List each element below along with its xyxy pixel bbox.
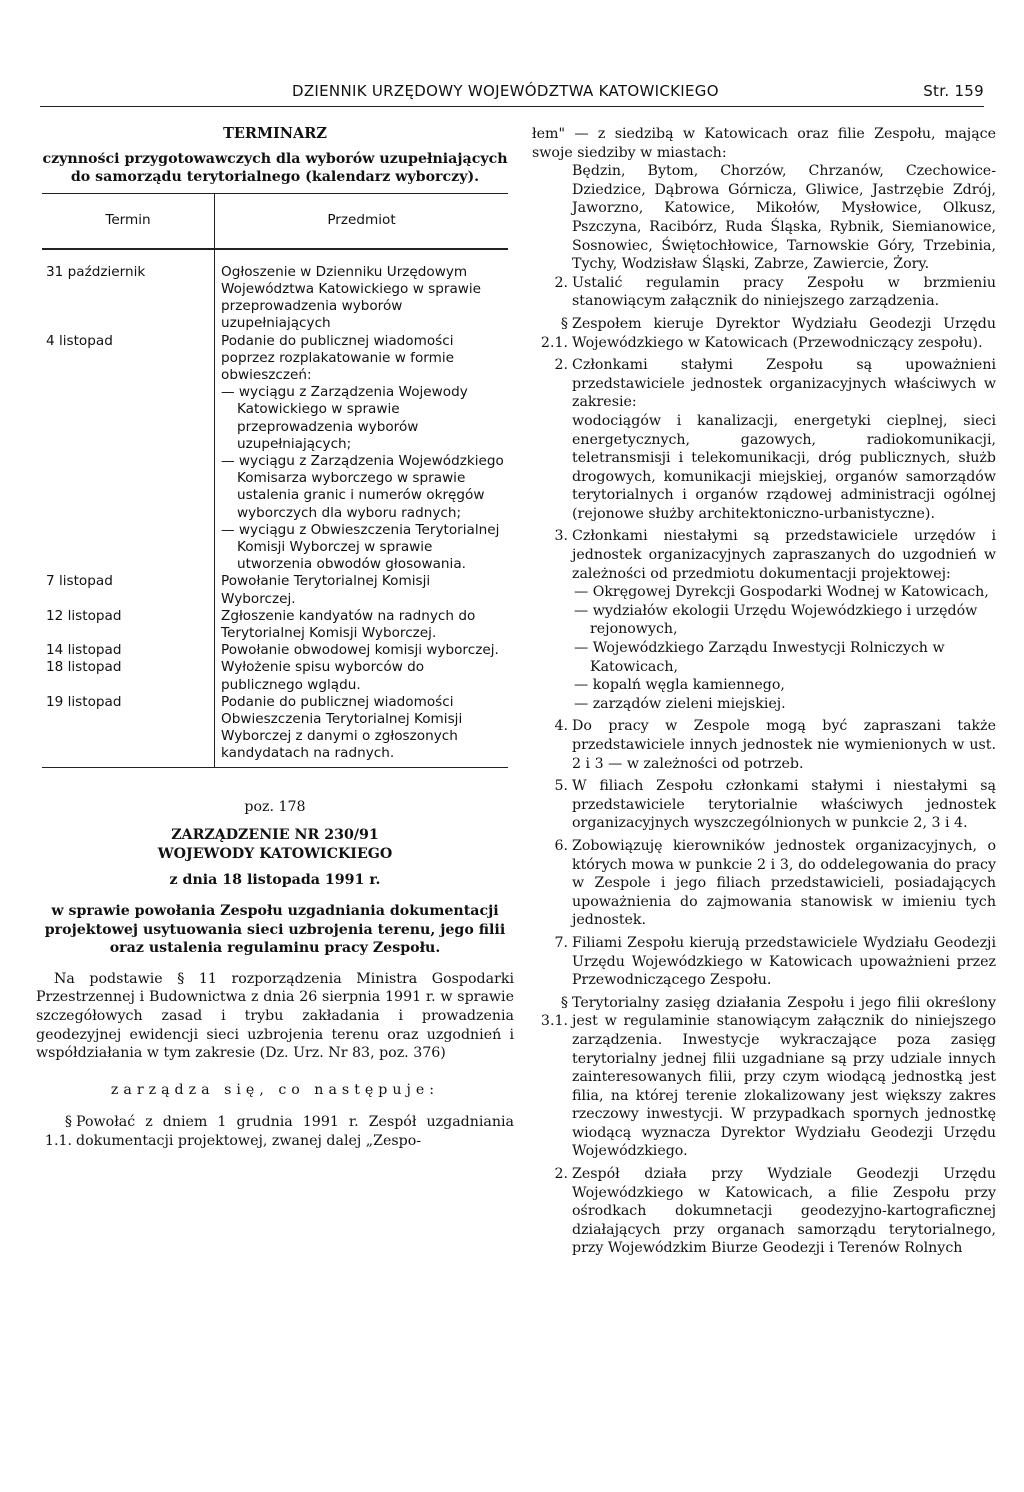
row-subject: Powołanie Terytorialnej Komisji Wyborczej.	[215, 573, 509, 607]
row-subject: Wyłożenie spisu wyborców do publicznego wglądu.	[215, 659, 509, 693]
decree-issuer: WOJEWODY KATOWICKIEGO	[157, 845, 393, 862]
decree-subject: w sprawie powołania Zespołu uzgadniania dokumentacji projektowej usytuowania sieci uzbrojenia terenu, jego filii oraz ustalenia regulaminu pracy Zespołu.	[44, 903, 506, 957]
continuation-text: łem" — z siedzibą w Katowicach oraz filie Zespołu, mające swoje siedziby w miastach:	[532, 126, 996, 161]
header-rule	[40, 106, 984, 107]
paragraph-number: 7.	[554, 934, 568, 951]
paragraph-2-5	[532, 777, 996, 833]
paragraph-text: Zobowiązuję kierowników jednostek organizacyjnych, o których mowa w punkcie 2 i 3, do oddelegowania do pracy w Zespole i jego filiach przedstawicieli, posiadających upoważnienia do zajmowania stanowisk w imieniu tych jednostek.	[572, 837, 996, 929]
paragraph-number: 2.	[554, 274, 568, 291]
paragraph-text: Członkami stałymi Zespołu są upoważnieni przedstawiciele jednostek organizacyjnych właściwych w zakresie:	[572, 357, 996, 411]
terminarz-subtitle-2: do samorządu terytorialnego (kalendarz wyborczy).	[70, 169, 480, 186]
terminarz-subtitle-1: czynności przygotowawczych dla wyborów uzupełniających	[42, 150, 508, 167]
paragraph-text: Ustalić regulamin pracy Zespołu w brzmieniu stanowiącym załącznik do niniejszego zarządzenia.	[572, 274, 996, 310]
row-date: 19 listopad	[42, 694, 215, 767]
paragraph-2-3	[532, 527, 996, 583]
paragraph-text: Terytorialny zasięg działania Zespołu i jego filii określony jest w regulaminie stanowiącym załącznik do niniejszego zarządzenia. Inwestycje wykraczające poza zasięg terytorialny jednej filii uzgadniane są przy udziale innych zainteresowanych filii, przy czym wiodącą jednostką jest filia, na której terenie zlokalizowany jest większy zakres rzeczowy inwestycji. W przypadkach spornych jednostkę wiodącą wyznacza Dyrektor Wydziału Geodezji Urzędu Wojewódzkiego.	[572, 994, 996, 1160]
row-date: 4 listopad	[46, 332, 113, 349]
paragraph-text: Zespołem kieruje Dyrektor Wydziału Geodezji Urzędu Wojewódzkiego w Katowicach (Przewodniczący zespołu).	[572, 315, 996, 351]
paragraph-number: 4.	[554, 718, 568, 735]
paragraph-text: Powołać z dniem 1 grudnia 1991 r. Zespół uzgadniania dokumentacji projektowej, zwanej dalej „Zespo-	[76, 1114, 514, 1149]
paragraph-3-2	[532, 1165, 996, 1258]
cities-list: Będzin, Bytom, Chorzów, Chrzanów, Czechowice-Dziedzice, Dąbrowa Górnicza, Gliwice, Jastrzębie Zdrój, Jaworzno, Katowice, Mikołów, Mysłowice, Olkusz, Pszczyna, Racibórz, Ruda Śląska, Rybnik, Siemianowice, Sosnowiec, Świętochłowice, Tarnowskie Góry, Trzebinia, Tychy, Wodzisław Śląski, Zabrze, Zawiercie, Żory.	[572, 163, 996, 273]
right-column	[532, 125, 996, 1258]
list-item: — Wojewódzkiego Zarządu Inwestycji Rolniczych w Katowicach,	[574, 640, 945, 675]
table-row	[42, 573, 508, 607]
row-subject: Zgłoszenie kandyatów na radnych do Terytorialnej Komisji Wyborczej.	[215, 608, 509, 642]
page-number: Str. 159	[923, 82, 984, 100]
col-header-term: Termin	[42, 193, 215, 249]
legal-basis: Na podstawie § 11 rozporządzenia Ministra Gospodarki Przestrzennej i Budownictwa z dnia 26 sierpnia 1991 r. w sprawie szczegółowych zasad i trybu zakładania i prowadzenia geodezyjnej ewidencji sieci uzbrojenia terenu oraz uzgodnień i współdziałania w tym zakresie (Dz. Urz. Nr 83, poz. 376)	[36, 970, 514, 1062]
table-row	[42, 249, 508, 333]
paragraph-number: 3.	[554, 528, 568, 545]
row-subject-intro: Podanie do publicznej wiadomości poprzez rozplakatowanie w formie obwieszczeń:	[221, 332, 455, 383]
paragraph-text: W filiach Zespołu członkami stałymi i niestałymi są przedstawiciele terytorialnie właściwych jednostek organizacyjnych wyszczególnionych w punkcie 2, 3 i 4.	[572, 778, 996, 832]
paragraph-number: § 1.1.	[44, 1114, 72, 1149]
table-row	[42, 642, 508, 659]
paragraph-number: § 2.1.	[540, 315, 568, 351]
row-date: 31 październik	[46, 263, 146, 280]
position-number: poz. 178	[244, 798, 306, 815]
col-header-subject: Przedmiot	[215, 193, 509, 249]
list-item: — zarządów zieleni miejskiej.	[574, 695, 786, 712]
paragraph-number: 2.	[554, 1166, 568, 1183]
table-row	[42, 694, 508, 767]
row-subject: Podanie do publicznej wiadomości Obwieszczenia Terytorialnej Komisji Wyborczej z danymi o zgłoszonych kandydatach na radnych.	[215, 694, 509, 767]
row-date: 12 listopad	[46, 607, 122, 624]
row-date: 18 listopad	[46, 659, 122, 676]
non-permanent-members-list	[532, 583, 996, 713]
paragraph-1-1	[36, 1113, 514, 1150]
paragraph-2-4	[532, 717, 996, 773]
paragraph-text: Do pracy w Zespole mogą być zapraszani także przedstawiciele innych jednostek nie wymienionych w ust. 2 i 3 — w zależności od potrzeb.	[572, 718, 996, 772]
terminarz-title: TERMINARZ	[223, 125, 327, 142]
list-item: — wyciągu z Zarządzenia Wojewódzkiego Komisarza wyborczego w sprawie ustalenia granic i numerów okręgów wyborczych dla wyboru radnych;	[221, 453, 504, 521]
row-subject: Ogłoszenie w Dzienniku Urzędowym Województwa Katowickiego w sprawie przeprowadzenia wyborów uzupełniających	[215, 249, 509, 333]
table-row	[42, 659, 508, 693]
list-item: — wyciągu z Obwieszczenia Terytorialnej Komisji Wyborczej w sprawie utworzenia obwodów głosowania.	[221, 521, 500, 573]
paragraph-number: § 3.1.	[540, 994, 568, 1030]
paragraph-number: 5.	[554, 778, 568, 795]
paragraph-number: 2.	[554, 357, 568, 374]
row-subject: Powołanie obwodowej komisji wyborczej.	[215, 642, 509, 659]
table-header-row	[42, 193, 508, 249]
row-subject	[215, 333, 509, 574]
paragraph-3-1	[532, 994, 996, 1161]
page-header	[40, 82, 984, 106]
paragraph-2-1	[532, 315, 996, 352]
terminarz-table	[42, 193, 508, 768]
paragraph-1-2	[532, 274, 996, 311]
list-item: — kopalń węgla kamiennego,	[574, 677, 785, 694]
row-date: 7 listopad	[46, 573, 113, 590]
table-row	[42, 608, 508, 642]
table-row	[42, 333, 508, 574]
journal-title: DZIENNIK URZĘDOWY WOJEWÓDZTWA KATOWICKIEGO	[292, 82, 719, 100]
paragraph-number: 6.	[554, 837, 568, 854]
decree-title: ZARZĄDZENIE NR 230/91	[171, 827, 379, 844]
list-item: — wyciągu z Zarządzenia Wojewody Katowickiego w sprawie przeprowadzenia wyborów uzupełniających;	[221, 384, 468, 452]
paragraph-2-2	[532, 356, 996, 412]
decree-formula: zarządza się, co następuje:	[110, 1081, 440, 1098]
list-item: — wydziałów ekologii Urzędu Wojewódzkiego i urzędów rejonowych,	[574, 602, 978, 638]
list-item: — Okręgowej Dyrekcji Gospodarki Wodnej w Katowicach,	[574, 584, 989, 601]
decree-date: z dnia 18 listopada 1991 r.	[169, 872, 381, 889]
row-date: 14 listopad	[46, 642, 122, 659]
paragraph-text: Członkami niestałymi są przedstawiciele urzędów i jednostek organizacyjnych zapraszanych do uzgodnień w zależności od przedmiotu dokumentacji projektowej:	[572, 528, 996, 582]
scope-list: wodociągów i kanalizacji, energetyki cieplnej, sieci energetycznych, gazowych, radiokomunikacji, teletransmisji i telekomunikacji, dróg publicznych, służb drogowych, komunikacji miejskiej, organów samorządów terytorialnych i organów rządowej administracji ogólnej (rejonowe służby architektoniczno-urbanistyczne).	[572, 412, 996, 522]
paragraph-text: Zespół działa przy Wydziale Geodezji Urzędu Wojewódzkiego w Katowicach, a filie Zespołu przy ośrodkach dokumnetacji geodezyjno-kartograficznej działających przy organach samorządu terytorialnego, przy Wojewódzkim Biurze Geodezji i Terenów Rolnych	[572, 1166, 996, 1257]
left-column	[36, 125, 514, 1151]
paragraph-text: Filiami Zespołu kierują przedstawiciele Wydziału Geodezji Urzędu Wojewódzkiego w Katowicach upoważnieni przez Przewodniczącego Zespołu.	[572, 934, 996, 989]
paragraph-2-6	[532, 837, 996, 930]
paragraph-2-7	[532, 934, 996, 990]
